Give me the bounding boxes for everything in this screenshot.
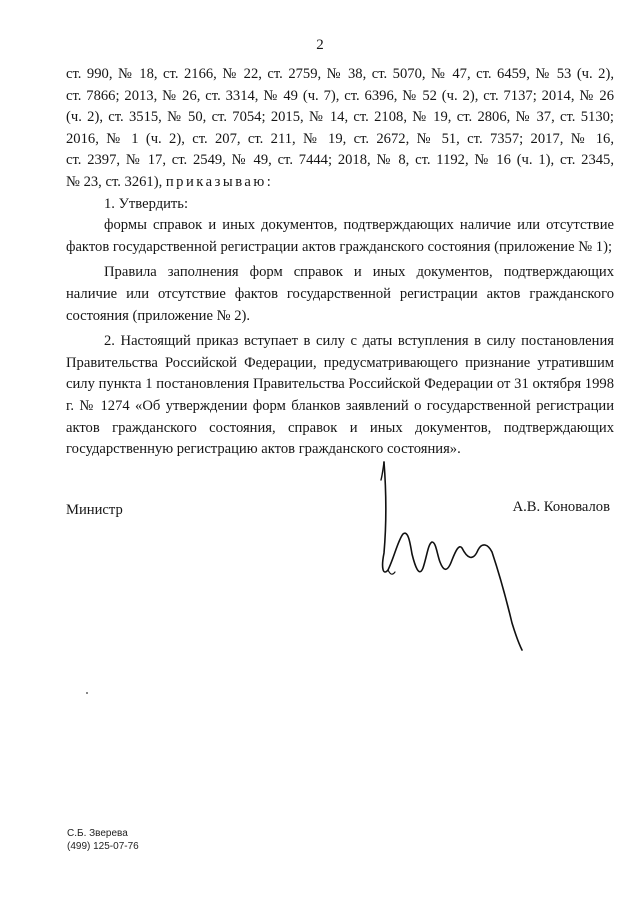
citation-line: ст. 2397, № 17, ст. 2549, № 49, ст. 7444; 2018, № 8, ст. 1192, № 16 (ч. 1), ст. 2345,: [66, 152, 614, 169]
executor-phone: (499) 125-07-76: [67, 841, 139, 852]
clause-1-item-1: формы справок и иных документов, подтверждающих наличие или отсутствие фактов государственной регистрации актов гражданского состояния (приложение № 1);: [66, 217, 614, 255]
citation-line: (ч. 2), ст. 3515, № 50, ст. 7054; 2015, № 14, ст. 2108, № 19, ст. 2806, № 37, ст. 5130;: [66, 109, 614, 126]
scan-speck: [86, 692, 88, 694]
order-word: приказываю:: [165, 173, 274, 190]
minister-title: Министр: [66, 502, 123, 518]
clause-2: 2. Настоящий приказ вступает в силу с даты вступления в силу постановления Правительства Российской Федерации, предусматривающего признание утратившим силу пункта 1 постановления Правительства Российской Федерации от 31 октября 1998 г. № 1274 «Об утверждении форм бланков заявлений о государственной регистрации актов гражданского состояния, справок и иных документов, подтверждающих государственную регистрацию актов гражданского состояния».: [66, 333, 614, 458]
minister-name: А.В. Коновалов: [512, 499, 610, 515]
citation-end: № 23, ст. 3261),: [66, 173, 166, 190]
citation-line: ст. 990, № 18, ст. 2166, № 22, ст. 2759, № 38, ст. 5070, № 47, ст. 6459, № 53 (ч. 2),: [66, 66, 614, 82]
executor-info: [67, 827, 139, 853]
citation-line: 2016, № 1 (ч. 2), ст. 207, ст. 211, № 19, ст. 2672, № 51, ст. 7357; 2017, № 16,: [66, 130, 614, 147]
clause-1-item-2: Правила заполнения форм справок и иных документов, подтверждающих наличие или отсутствие фактов государственной регистрации актов гражданского состояния (приложение № 2).: [66, 264, 614, 324]
clause-1-heading: 1. Утвердить:: [104, 195, 189, 212]
executor-name: С.Б. Зверева: [67, 828, 128, 839]
handwritten-signature: [370, 458, 530, 653]
page-number: 2: [316, 37, 324, 53]
document-body: [66, 64, 614, 461]
citation-line: ст. 7866; 2013, № 26, ст. 3314, № 49 (ч. 7), ст. 6396, № 52 (ч. 2), ст. 7137; 2014, № 26: [66, 87, 614, 104]
order-line: [66, 172, 614, 194]
